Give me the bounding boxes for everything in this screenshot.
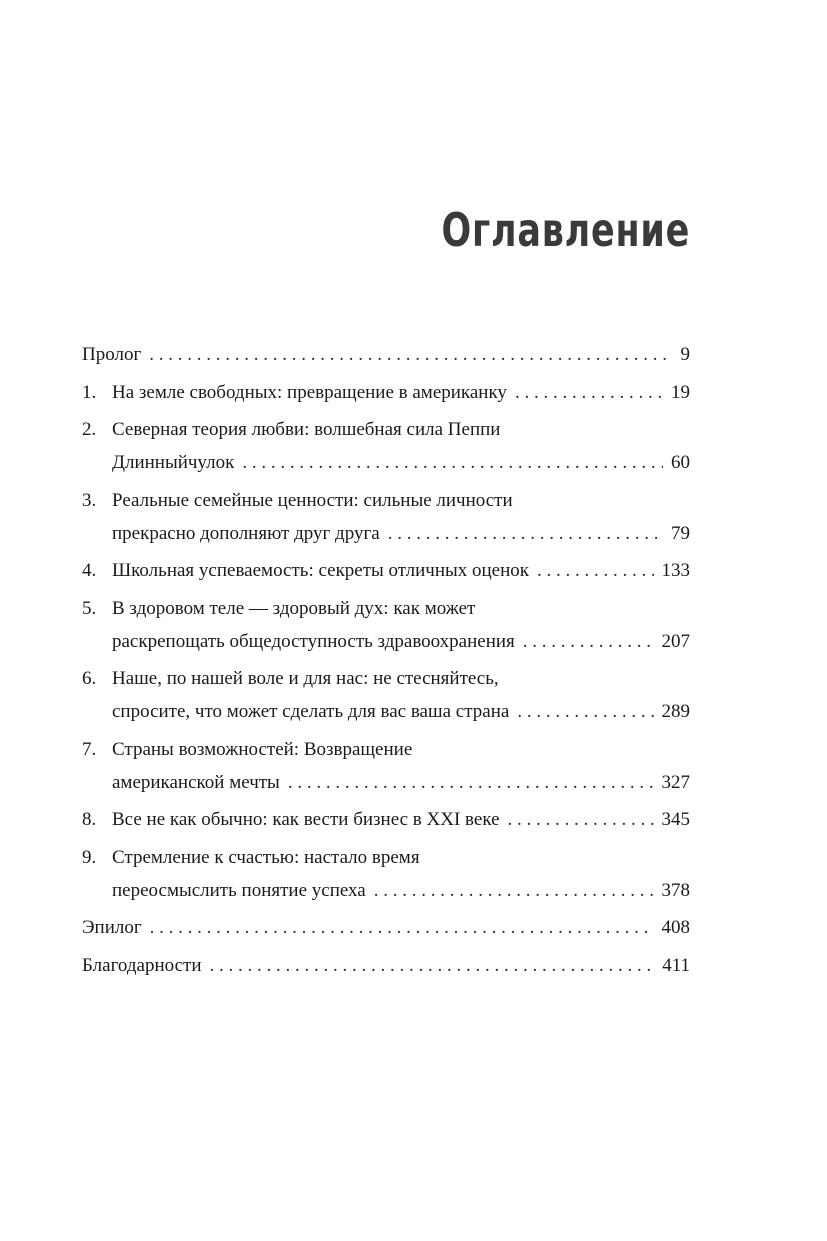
- toc-entry-chapter-2[interactable]: [82, 413, 690, 479]
- toc-page-number: 345: [661, 809, 690, 830]
- toc-entry-chapter-3[interactable]: [82, 484, 690, 550]
- dot-leader: [210, 949, 655, 982]
- toc-entry-acknowledgements[interactable]: [82, 949, 690, 982]
- dot-leader: [374, 874, 654, 907]
- toc-entry-title: Эпилог: [82, 917, 142, 938]
- toc-entry-prologue[interactable]: [82, 338, 690, 371]
- toc-chapter-number: 6.: [82, 668, 97, 689]
- toc-entry-chapter-8[interactable]: [82, 803, 690, 836]
- dot-leader: [288, 766, 654, 799]
- dot-leader: [388, 517, 663, 550]
- toc-page-number: 60: [671, 452, 690, 473]
- toc-line: [82, 625, 690, 658]
- toc-entry-title-continued: американской мечты: [112, 771, 280, 793]
- toc-entry-epilogue[interactable]: [82, 911, 690, 944]
- toc-line: [82, 949, 690, 982]
- toc-page-number: 411: [662, 954, 690, 976]
- toc-chapter-number: 2.: [82, 419, 97, 440]
- table-of-contents: [82, 338, 690, 986]
- toc-entry-title-continued: прекрасно дополняют друг друга: [112, 522, 380, 544]
- page-title: Оглавление: [441, 203, 690, 257]
- dot-leader: [242, 446, 663, 479]
- toc-entry-title-continued: раскрепощать общедоступность здравоохранения: [112, 630, 515, 652]
- toc-line: [82, 484, 690, 517]
- toc-line: [82, 446, 690, 479]
- toc-entry-title-continued: Длинныйчулок: [112, 452, 235, 473]
- toc-page-number: 133: [661, 560, 690, 581]
- toc-page-number: 79: [671, 522, 690, 544]
- toc-page-number: 289: [661, 701, 690, 722]
- toc-chapter-number: 3.: [82, 489, 97, 511]
- toc-line: [82, 911, 690, 944]
- toc-page-number: 19: [671, 381, 690, 403]
- toc-line: [82, 841, 690, 874]
- toc-line: [82, 766, 690, 799]
- toc-chapter-number: 1.: [82, 381, 97, 403]
- dot-leader: [517, 695, 653, 728]
- toc-entry-chapter-7[interactable]: [82, 733, 690, 799]
- toc-line: [82, 592, 690, 625]
- toc-line: [82, 733, 690, 766]
- dot-leader: [515, 376, 663, 409]
- toc-entry-chapter-4[interactable]: [82, 554, 690, 587]
- toc-entry-title: В здоровом теле — здоровый дух: как может: [112, 597, 476, 619]
- dot-leader: [508, 803, 654, 836]
- toc-page-number: 327: [661, 771, 690, 793]
- toc-line: [82, 376, 690, 409]
- toc-chapter-number: 4.: [82, 560, 97, 581]
- toc-entry-title: Страны возможностей: Возвращение: [112, 738, 413, 760]
- toc-line: [82, 338, 690, 371]
- toc-entry-title-continued: переосмыслить понятие успеха: [112, 879, 366, 901]
- toc-chapter-number: 5.: [82, 597, 97, 619]
- toc-line: [82, 554, 690, 587]
- toc-line: [82, 695, 690, 728]
- toc-line: [82, 874, 690, 907]
- toc-entry-title-continued: спросите, что может сделать для вас ваша страна: [112, 701, 510, 722]
- toc-entry-chapter-6[interactable]: [82, 662, 690, 728]
- toc-entry-title: Наше, по нашей воле и для нас: не стесняйтесь,: [112, 668, 499, 689]
- toc-entry-title: На земле свободных: превращение в американку: [112, 381, 507, 403]
- toc-entry-chapter-9[interactable]: [82, 841, 690, 907]
- toc-page-number: 378: [661, 879, 690, 901]
- toc-entry-title: Все не как обычно: как вести бизнес в XXI веке: [112, 809, 500, 830]
- toc-entry-chapter-1[interactable]: [82, 376, 690, 409]
- toc-entry-title: Школьная успеваемость: секреты отличных оценок: [112, 560, 530, 581]
- toc-chapter-number: 7.: [82, 738, 97, 760]
- toc-entry-title: Реальные семейные ценности: сильные личности: [112, 489, 513, 511]
- toc-page-number: 207: [661, 630, 690, 652]
- toc-line: [82, 662, 690, 695]
- toc-entry-chapter-5[interactable]: [82, 592, 690, 658]
- toc-entry-title: Стремление к счастью: настало время: [112, 846, 420, 868]
- dot-leader: [149, 338, 672, 371]
- toc-page-number: 408: [661, 917, 690, 938]
- dot-leader: [150, 911, 654, 944]
- toc-chapter-number: 9.: [82, 846, 97, 868]
- toc-line: [82, 517, 690, 550]
- dot-leader: [537, 554, 653, 587]
- toc-chapter-number: 8.: [82, 809, 97, 830]
- toc-entry-title: Благодарности: [82, 954, 202, 976]
- toc-entry-title: Северная теория любви: волшебная сила Пеппи: [112, 419, 501, 440]
- toc-page-number: 9: [680, 344, 690, 365]
- dot-leader: [523, 625, 654, 658]
- toc-line: [82, 803, 690, 836]
- toc-line: [82, 413, 690, 446]
- toc-entry-title: Пролог: [82, 344, 142, 365]
